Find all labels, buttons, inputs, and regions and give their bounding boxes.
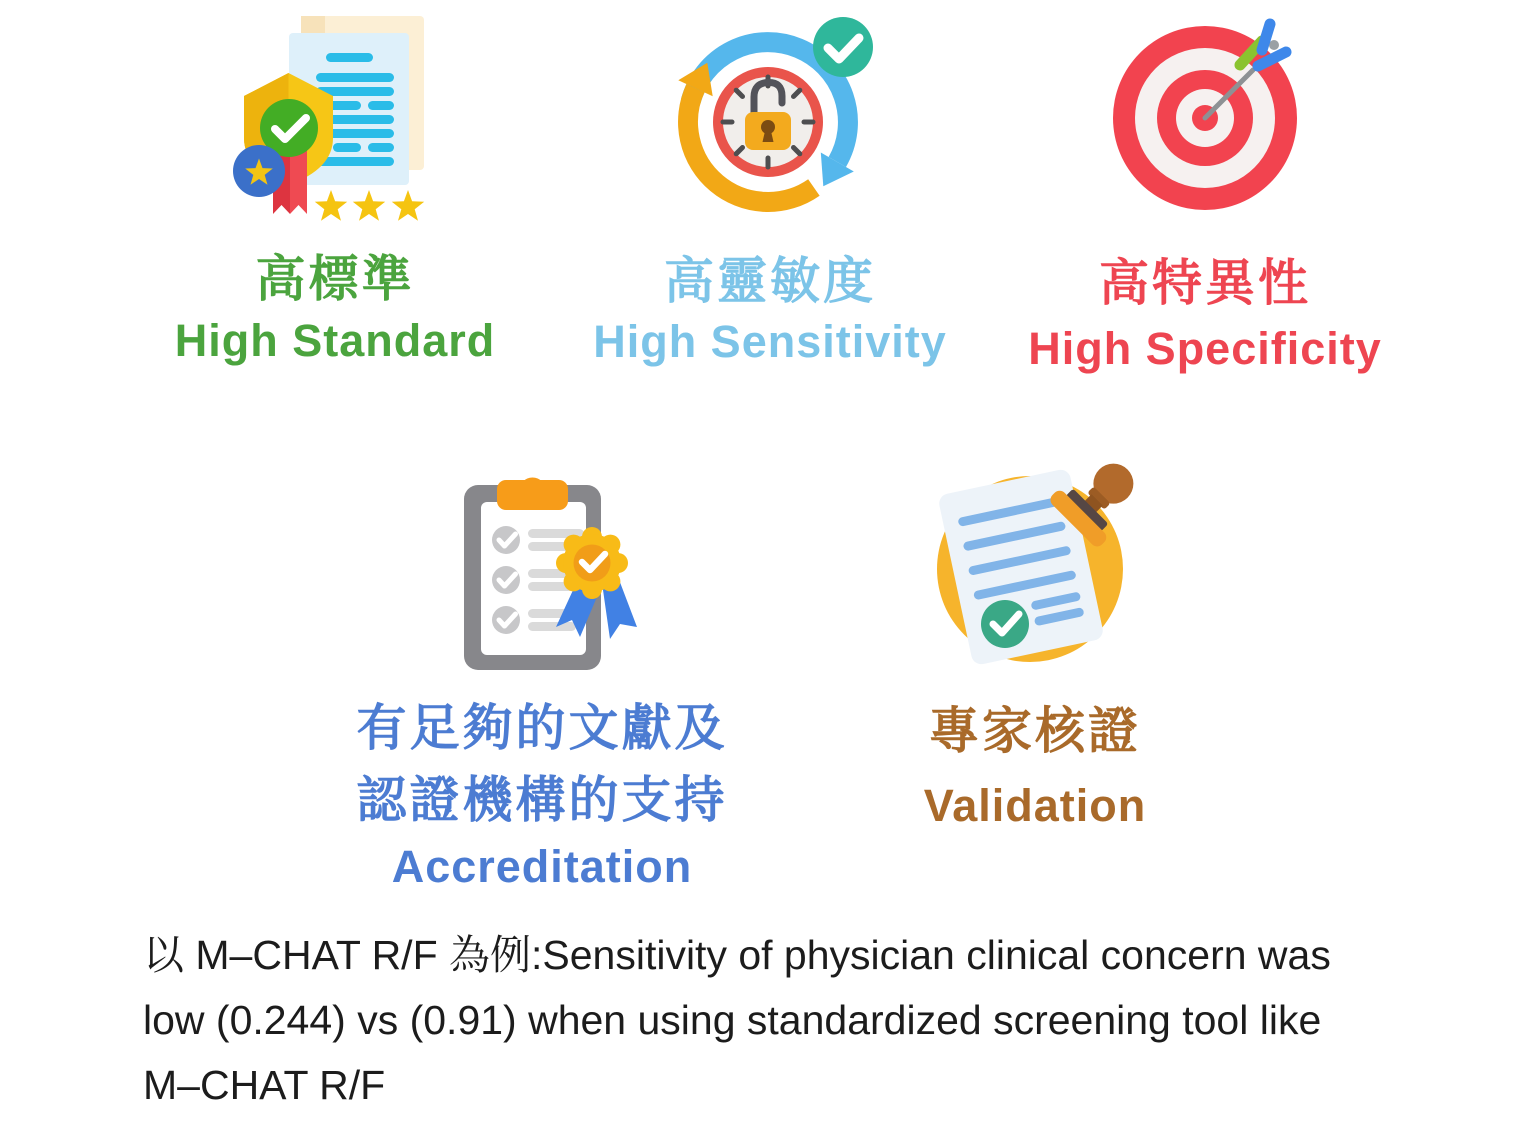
feature-title-en: High Sensitivity — [593, 316, 947, 367]
feature-card-validation — [820, 450, 1250, 834]
feature-title-zh: 認證機構的支持 — [356, 772, 728, 828]
feature-card-high-standard — [110, 3, 560, 369]
note-line: M–CHAT R/F — [143, 1062, 386, 1108]
feature-title-en: Accreditation — [391, 841, 693, 892]
feature-title-zh: 高特異性 — [1099, 255, 1311, 311]
target-dart-icon — [1090, 8, 1320, 233]
note-paragraph — [143, 923, 1331, 1118]
feature-title-zh: 高靈敏度 — [664, 253, 876, 309]
certificate-badge-icon — [214, 3, 456, 238]
feature-card-accreditation — [327, 455, 757, 895]
clipboard-rosette-icon — [430, 455, 654, 685]
feature-card-high-sensitivity — [555, 8, 985, 370]
feature-title-en: High Standard — [174, 315, 496, 366]
feature-title-en: Validation — [923, 780, 1147, 831]
note-line: 以 M–CHAT R/F 為例:Sensitivity of physician clinical concern was — [143, 932, 1331, 978]
feature-card-high-specificity — [990, 8, 1420, 377]
feature-title-zh: 有足夠的文獻及 — [356, 700, 728, 756]
feature-title-en: High Specificity — [1028, 323, 1382, 374]
feature-title-zh: 高標準 — [255, 251, 415, 307]
stamped-document-check-icon — [925, 450, 1145, 670]
feature-title-zh: 專家核證 — [929, 703, 1141, 759]
note-line: low (0.244) vs (0.91) when using standardized screening tool like — [143, 997, 1322, 1043]
lock-refresh-check-icon — [655, 8, 885, 243]
